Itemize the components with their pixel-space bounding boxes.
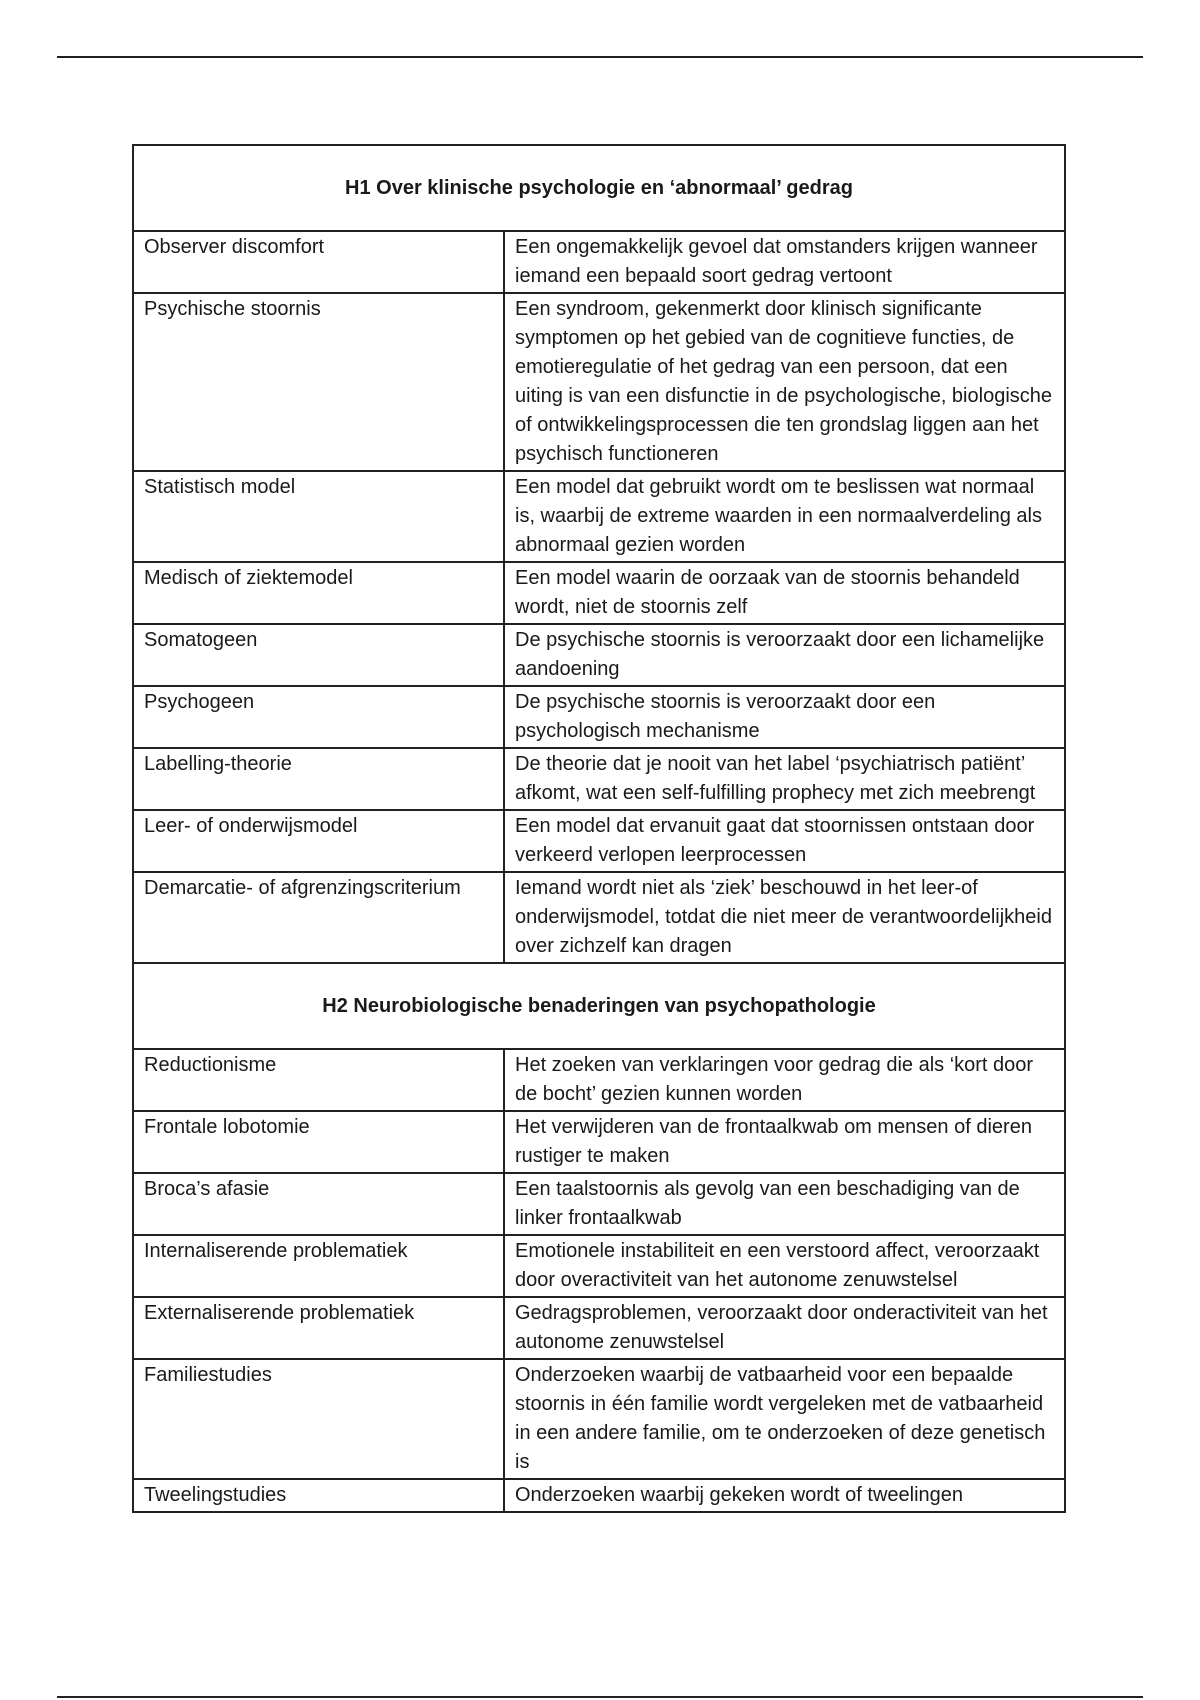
definition-cell: De theorie dat je nooit van het label ‘psychiatrisch patiënt’ afkomt, wat een self-fulfilling prophecy met zich meebrengt [504, 748, 1065, 810]
glossary-row [133, 748, 1065, 810]
definition-cell: Een ongemakkelijk gevoel dat omstanders krijgen wanneer iemand een bepaald soort gedrag vertoont [504, 231, 1065, 293]
definition-cell: Emotionele instabiliteit en een verstoord affect, veroorzaakt door overactiviteit van het autonome zenuwstelsel [504, 1235, 1065, 1297]
section-header [133, 145, 1065, 231]
definition-cell: Een model dat ervanuit gaat dat stoornissen ontstaan door verkeerd verlopen leerprocessen [504, 810, 1065, 872]
glossary-row [133, 293, 1065, 471]
term-cell: Demarcatie- of afgrenzingscriterium [133, 872, 504, 963]
section-title: H1 Over klinische psychologie en ‘abnormaal’ gedrag [133, 145, 1065, 231]
glossary-row [133, 1111, 1065, 1173]
header-rule [57, 56, 1143, 58]
term-cell: Internaliserende problematiek [133, 1235, 504, 1297]
definition-cell: Gedragsproblemen, veroorzaakt door onderactiviteit van het autonome zenuwstelsel [504, 1297, 1065, 1359]
glossary-row [133, 1359, 1065, 1479]
term-cell: Psychogeen [133, 686, 504, 748]
section-title: H2 Neurobiologische benaderingen van psychopathologie [133, 963, 1065, 1049]
glossary-row [133, 872, 1065, 963]
definition-cell: Iemand wordt niet als ‘ziek’ beschouwd in het leer-of onderwijsmodel, totdat die niet meer de verantwoordelijkheid over zichzelf kan dragen [504, 872, 1065, 963]
term-cell: Psychische stoornis [133, 293, 504, 471]
term-cell: Familiestudies [133, 1359, 504, 1479]
glossary-row [133, 562, 1065, 624]
term-cell: Statistisch model [133, 471, 504, 562]
definition-cell: Een syndroom, gekenmerkt door klinisch significante symptomen op het gebied van de cognitieve functies, de emotieregulatie of het gedrag van een persoon, dat een uiting is van een disfunctie in de psychologische, biologische of ontwikkelingsprocessen die ten grondslag liggen aan het psychisch functioneren [504, 293, 1065, 471]
definition-cell: De psychische stoornis is veroorzaakt door een lichamelijke aandoening [504, 624, 1065, 686]
definition-cell: Onderzoeken waarbij gekeken wordt of tweelingen [504, 1479, 1065, 1512]
footer-rule [57, 1696, 1143, 1698]
glossary-row [133, 1235, 1065, 1297]
term-cell: Externaliserende problematiek [133, 1297, 504, 1359]
definition-cell: De psychische stoornis is veroorzaakt door een psychologisch mechanisme [504, 686, 1065, 748]
term-cell: Broca’s afasie [133, 1173, 504, 1235]
definition-cell: Een model waarin de oorzaak van de stoornis behandeld wordt, niet de stoornis zelf [504, 562, 1065, 624]
glossary-row [133, 686, 1065, 748]
term-cell: Frontale lobotomie [133, 1111, 504, 1173]
definition-cell: Een model dat gebruikt wordt om te beslissen wat normaal is, waarbij de extreme waarden in een normaalverdeling als abnormaal gezien worden [504, 471, 1065, 562]
section-header [133, 963, 1065, 1049]
definition-cell: Onderzoeken waarbij de vatbaarheid voor een bepaalde stoornis in één familie wordt vergeleken met de vatbaarheid in een andere familie, om te onderzoeken of deze genetisch is [504, 1359, 1065, 1479]
glossary-row [133, 810, 1065, 872]
glossary-row [133, 624, 1065, 686]
definition-cell: Het verwijderen van de frontaalkwab om mensen of dieren rustiger te maken [504, 1111, 1065, 1173]
glossary-row [133, 1173, 1065, 1235]
glossary-row [133, 1297, 1065, 1359]
term-cell: Somatogeen [133, 624, 504, 686]
glossary-row [133, 1479, 1065, 1512]
glossary-table [132, 144, 1066, 1513]
glossary-row [133, 471, 1065, 562]
glossary-row [133, 1049, 1065, 1111]
term-cell: Observer discomfort [133, 231, 504, 293]
term-cell: Leer- of onderwijsmodel [133, 810, 504, 872]
definition-cell: Een taalstoornis als gevolg van een beschadiging van de linker frontaalkwab [504, 1173, 1065, 1235]
term-cell: Reductionisme [133, 1049, 504, 1111]
definition-cell: Het zoeken van verklaringen voor gedrag die als ‘kort door de bocht’ gezien kunnen worden [504, 1049, 1065, 1111]
term-cell: Medisch of ziektemodel [133, 562, 504, 624]
glossary-row [133, 231, 1065, 293]
term-cell: Labelling-theorie [133, 748, 504, 810]
term-cell: Tweelingstudies [133, 1479, 504, 1512]
